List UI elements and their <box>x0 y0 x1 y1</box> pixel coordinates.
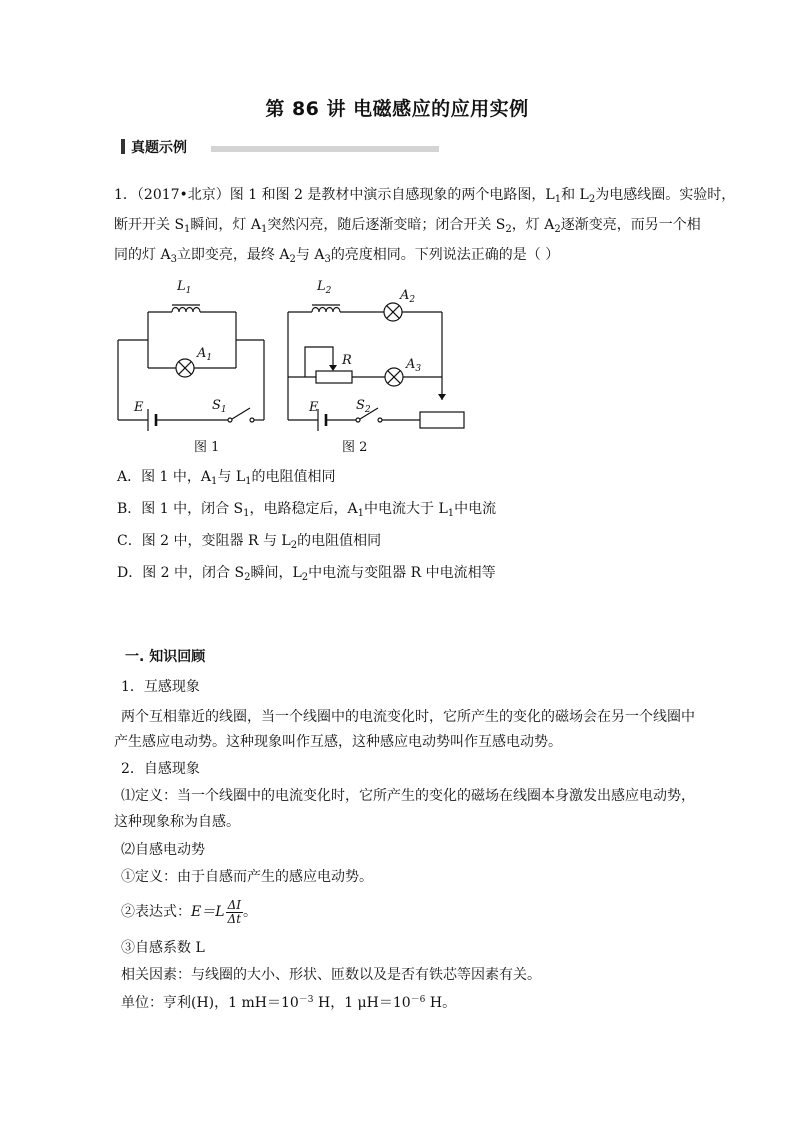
inductor-l1-coil <box>172 308 200 313</box>
emf-definition: ①定义：由于自感而产生的感应电动势。 <box>121 869 373 885</box>
emf-expression: ②表达式：E＝L $\frac{\Delta I}{\Delta t}$ 。 <box>121 897 258 926</box>
option-a: A．图 1 中，$A_1$与 $L_1$的电阻值相同 <box>117 469 336 487</box>
label-s1: $S_1$ <box>212 398 227 415</box>
item2-definition-line1: ⑴定义：当一个线圈中的电流变化时，它所产生的变化的磁场在线圈本身激发出感应电动势， <box>121 788 695 804</box>
option-b: B．图 1 中，闭合 $S_1$，电路稳定后，$A_1$中电流大于 $L_1$中电流 <box>117 501 497 519</box>
label-a2: $A_2$ <box>400 288 416 305</box>
lamp-a2 <box>384 303 402 321</box>
page-title: 第 86 讲 电磁感应的应用实例 <box>265 98 529 120</box>
formula-lhs: E＝L <box>191 904 225 920</box>
battery-e2 <box>318 409 326 431</box>
option-d: D．图 2 中，闭合 $S_2$瞬间，$L_2$中电流与变阻器 R 中电流相等 <box>117 565 496 583</box>
battery-e1 <box>148 409 156 431</box>
section-label: 真题示例 <box>131 140 187 156</box>
label-s2: $S_2$ <box>356 398 371 415</box>
figure-1-caption: 图 1 <box>194 440 220 455</box>
label-e2: E <box>309 400 319 415</box>
item2-title: 2．自感现象 <box>121 761 200 777</box>
label-a1: $A_1$ <box>197 346 213 363</box>
label-l2: $L_2$ <box>317 279 332 296</box>
item2-emf-title: ⑵自感电动势 <box>121 842 205 858</box>
item1-text-line2: 产生感应电动势。这种现象叫作互感，这种感应电动势叫作互感电动势。 <box>114 734 562 750</box>
question-line-3: 同的灯 $A_3$立即变亮，最终 $A_2$与 $A_3$的亮度相同。下列说法正确的是（ ） <box>114 247 560 265</box>
item2-definition-line2: 这种现象称为自感。 <box>114 814 240 830</box>
switch-s1 <box>228 408 254 422</box>
lamp-a3 <box>385 368 403 386</box>
figure-2-box-element <box>420 412 464 428</box>
coefficient-factors: 相关因素：与线圈的大小、形状、匝数以及是否有铁芯等因素有关。 <box>121 967 541 983</box>
question-number: 1． <box>114 187 137 203</box>
coefficient-title: ③自感系数 L <box>121 940 205 956</box>
question-line-2: 断开开关 $S_1$瞬间，灯 $A_1$突然闪亮，随后逐渐变暗；闭合开关 $S_2$，灯 $A_2$逐渐变亮，而另一个相 <box>114 217 701 235</box>
formula-fraction: $\frac{\Delta I}{\Delta t}$ <box>227 897 242 926</box>
question-line-1: 1．（2017•北京）图 1 和图 2 是教材中演示自感现象的两个电路图，$L_1$和 $L_2$为电感线圈。实验时， <box>114 187 736 205</box>
knowledge-heading: 一. 知识回顾 <box>125 649 206 665</box>
label-l1: $L_1$ <box>177 279 192 296</box>
inductor-l2-coil <box>312 308 340 313</box>
coefficient-unit: 单位：亨利(H)，1 $mH=10^{-3}$ H，1 $\mu H=10^{-6}$ H。 <box>121 995 457 1011</box>
label-a3: $A_3$ <box>406 357 422 374</box>
section-marker <box>121 139 125 154</box>
item1-text-line1: 两个互相靠近的线圈，当一个线圈中的电流变化时，它所产生的变化的磁场会在另一个线圈中 <box>121 709 695 725</box>
figure-2-caption: 图 2 <box>342 440 368 455</box>
lamp-a1 <box>176 359 194 377</box>
label-e1: E <box>134 400 144 415</box>
option-c: C．图 2 中，变阻器 R 与 $L_2$的电阻值相同 <box>117 533 382 551</box>
item1-title: 1．互感现象 <box>121 679 200 695</box>
label-r: R <box>342 353 352 368</box>
section-rule <box>211 146 439 152</box>
circuit-figures <box>100 270 480 460</box>
